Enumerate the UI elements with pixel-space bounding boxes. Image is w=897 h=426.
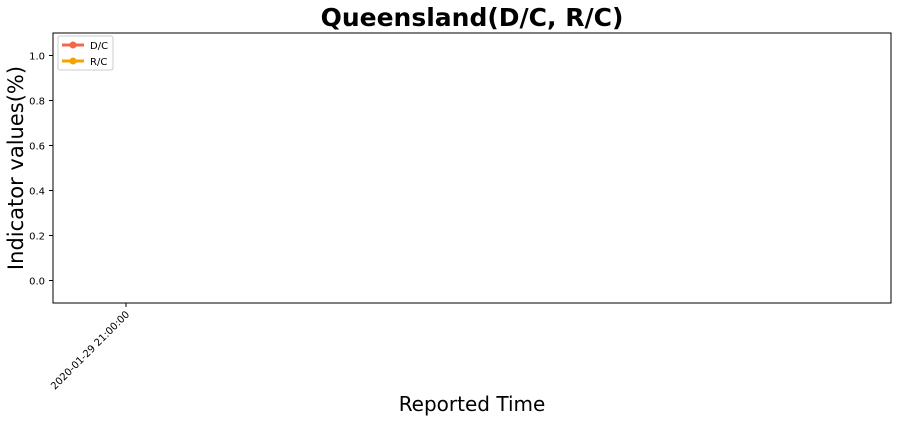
chart-title: Queensland(D/C, R/C) [320, 3, 624, 32]
legend [58, 36, 113, 70]
legend-label: D/C [90, 41, 109, 52]
y-tick-label: 0.6 [29, 141, 45, 153]
legend-label: R/C [90, 57, 108, 68]
y-tick-label: 0.2 [29, 231, 45, 243]
x-axis-ticks [49, 303, 132, 392]
x-axis-label: Reported Time [398, 392, 546, 416]
legend-marker [70, 58, 77, 65]
y-axis-ticks [29, 52, 53, 288]
y-tick-label: 0.8 [29, 96, 45, 108]
x-tick-label: 2020-01-29 21:00:00 [49, 309, 133, 393]
y-tick-label: 1.0 [29, 51, 45, 63]
plot-area-frame [53, 33, 891, 303]
y-tick-label: 0.0 [29, 276, 45, 288]
y-tick-label: 0.4 [29, 186, 45, 198]
legend-marker [70, 42, 77, 49]
y-axis-label: Indicator values(%) [4, 65, 28, 271]
